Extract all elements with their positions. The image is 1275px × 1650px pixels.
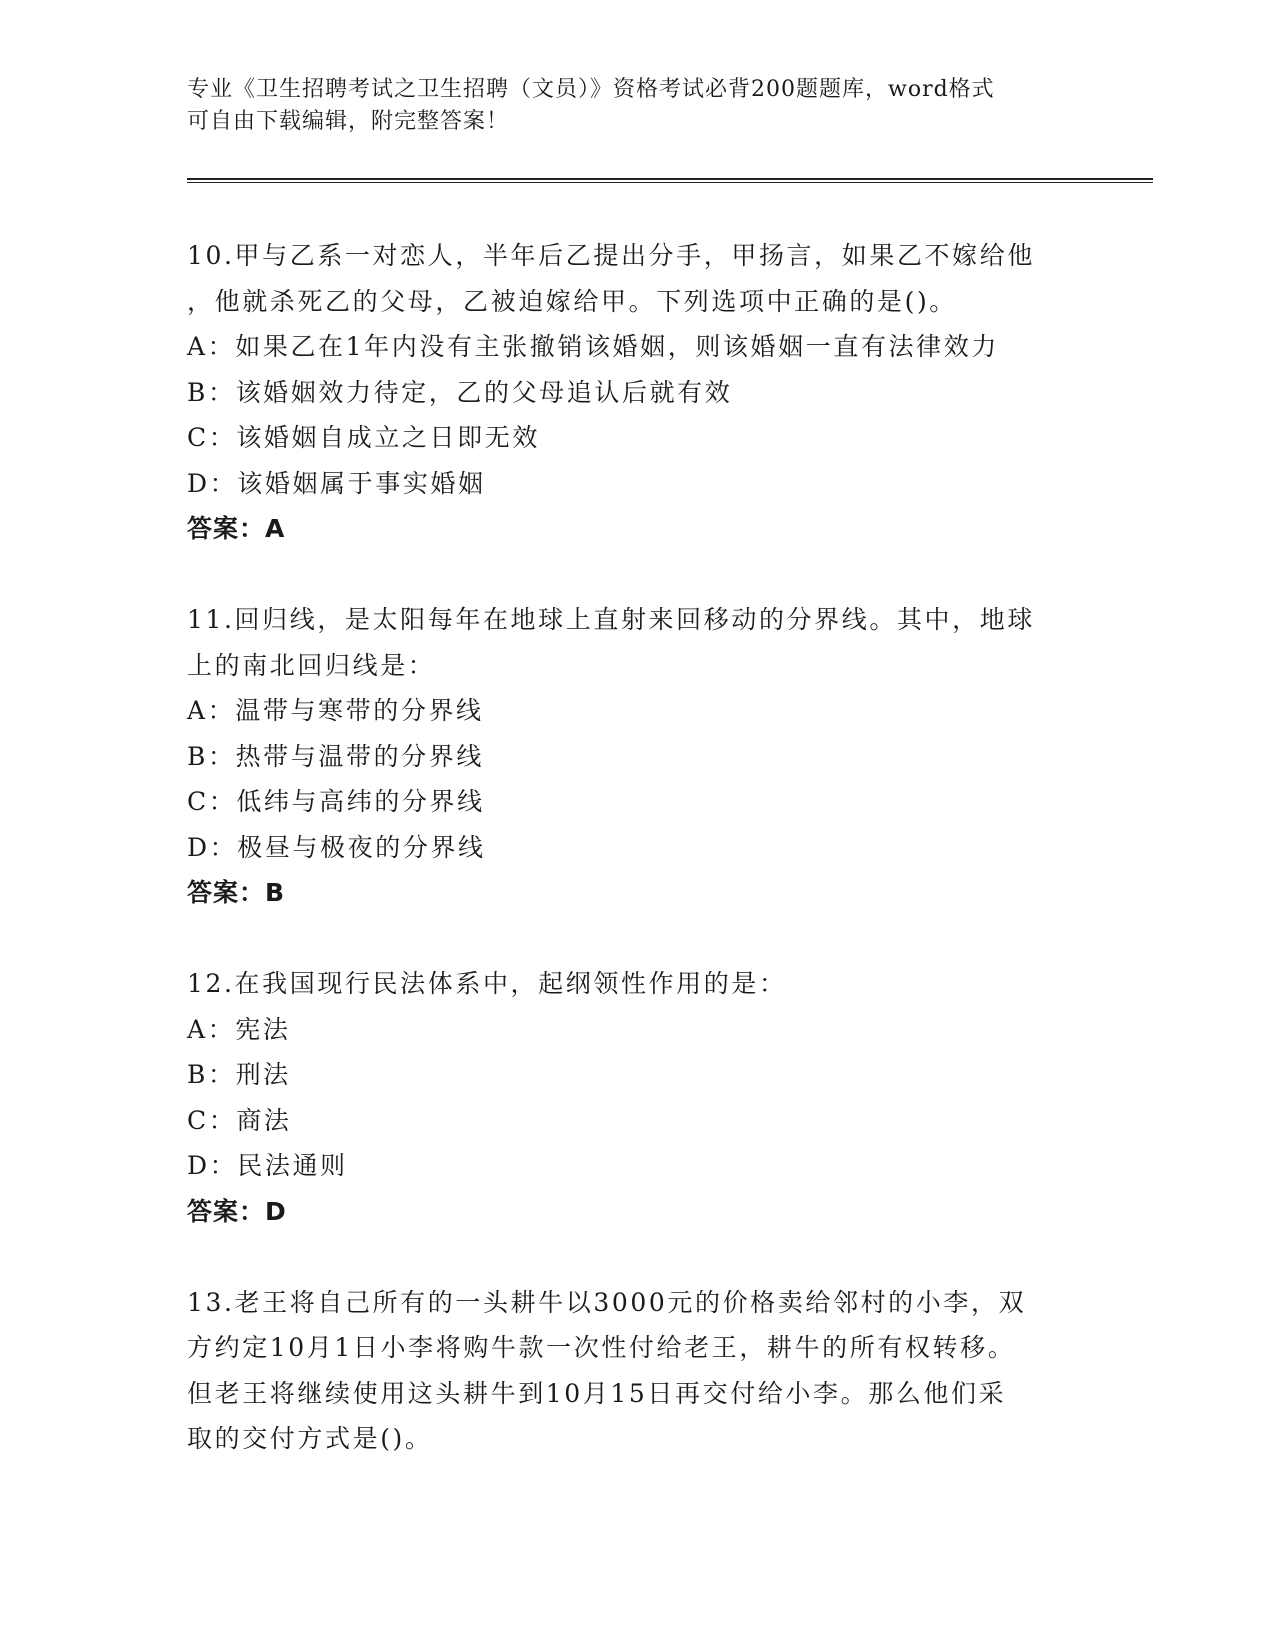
question-text: 但老王将继续使用这头耕牛到10月15日再交付给小李。那么他们采 — [187, 1378, 1007, 1408]
option-d: D：极昼与极夜的分界线 — [187, 832, 486, 862]
answer-line: 答案：A — [187, 514, 286, 543]
option-a: A：温带与寒带的分界线 — [187, 696, 484, 725]
answer-line: 答案：B — [187, 878, 286, 907]
option-d: D：民法通则 — [187, 1151, 348, 1180]
question-text: 13.老王将自己所有的一头耕牛以3000元的价格卖给邻村的小李，双 — [187, 1287, 1027, 1317]
question-12 — [187, 961, 1087, 1234]
question-11 — [187, 597, 1087, 916]
option-c: C：该婚姻自成立之日即无效 — [187, 423, 540, 452]
question-text: ，他就杀死乙的父母，乙被迫嫁给甲。下列选项中正确的是()。 — [187, 286, 957, 316]
option-c: C：低纬与高纬的分界线 — [187, 787, 485, 816]
option-b: B：刑法 — [187, 1060, 291, 1089]
header-line-1: 专业《卫生招聘考试之卫生招聘（文员）》资格考试必背200题题库，word格式 — [187, 77, 995, 102]
question-text: 10.甲与乙系一对恋人，半年后乙提出分手，甲扬言，如果乙不嫁给他 — [187, 241, 1035, 270]
question-text: 11.回归线，是太阳每年在地球上直射来回移动的分界线。其中，地球 — [187, 605, 1035, 634]
option-b: B：热带与温带的分界线 — [187, 741, 484, 771]
header-divider — [187, 178, 1153, 183]
document-header — [187, 74, 1067, 138]
option-b: B：该婚姻效力待定，乙的父母追认后就有效 — [187, 377, 733, 407]
option-c: C：商法 — [187, 1105, 292, 1135]
option-d: D：该婚姻属于事实婚姻 — [187, 468, 486, 498]
question-list — [187, 233, 1087, 1507]
question-text: 取的交付方式是()。 — [187, 1424, 433, 1453]
option-a: A：宪法 — [187, 1014, 291, 1044]
answer-line: 答案：D — [187, 1196, 287, 1226]
header-line-2: 可自由下载编辑，附完整答案！ — [187, 109, 510, 134]
question-text: 方约定10月1日小李将购牛款一次性付给老王，耕牛的所有权转移。 — [187, 1333, 1016, 1362]
question-text: 上的南北回归线是： — [187, 650, 436, 680]
option-a: A：如果乙在1年内没有主张撤销该婚姻，则该婚姻一直有法律效力 — [187, 332, 999, 361]
question-13 — [187, 1280, 1087, 1462]
question-text: 12.在我国现行民法体系中，起纲领性作用的是： — [187, 969, 787, 998]
question-10 — [187, 233, 1087, 552]
